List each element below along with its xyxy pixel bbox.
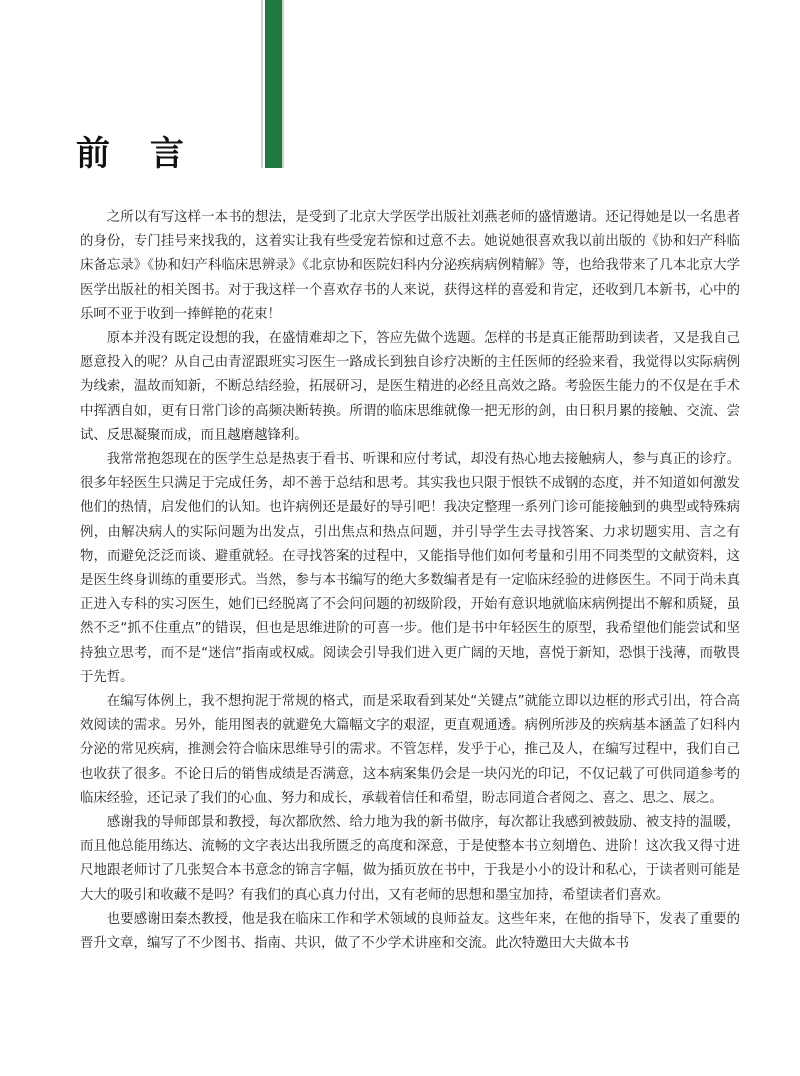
paragraph-5: 感谢我的导师郎景和教授，每次都欣然、给力地为我的新书做序，每次都让我感到被鼓励、被支持的温暖，而且他总能用练达、流畅的文字表达出我所匮乏的高度和深意，于是使整本书立刻增色、进阶！这次我又得寸进尺地跟老师讨了几张契合本书意念的锦言字幅，做为插页放在书中，于我是小小的设计和私心，于读者则可能是大大的吸引和收藏不是吗？有我们的真心真力付出，又有老师的思想和墨宝加持，希望读者们喜欢。 — [80, 815, 740, 903]
page-heading: 前 言 — [76, 134, 198, 174]
paragraph-3: 我常常抱怨现在的医学生总是热衷于看书、听课和应付考试，却没有热心地去接触病人，参与真正的诊疗。很多年轻医生只满足于完成任务，却不善于总结和思考。其实我也只限于恨铁不成钢的态度，并不知道如何激发他们的热情，启发他们的认知。也许病例还是最好的导引吧！我决定整理一系列门诊可能接触到的典型或特殊病例，由解决病人的实际问题为出发点，引出焦点和热点问题，并引导学生去寻找答案、力求切题实用、言之有物，而避免泛泛而谈、避重就轻。在寻找答案的过程中，又能指导他们如何考量和引用不同类型的文献资料，这是医生终身训练的重要形式。当然，参与本书编写的绝大多数编者是有一定临床经验的进修医生。不同于尚未真正进入专科的实习医生，她们已经脱离了不会问问题的初级阶段，开始有意识地就临床病例提出不解和质疑，虽然不乏“抓不住重点”的错误，但也是思维进阶的可喜一步。他们是书中年轻医生的原型，我希望他们能尝试和坚持独立思考，而不是“迷信”指南或权威。阅读会引导我们进入更广阔的天地，喜悦于新知，恐惧于浅薄，而敬畏于先哲。 — [80, 452, 740, 685]
paragraph-6: 也要感谢田秦杰教授，他是我在临床工作和学术领域的良师益友。这些年来，在他的指导下，发表了重要的晋升文章，编写了不少图书、指南、共识，做了不少学术讲座和交流。此次特邀田大夫做本书 — [80, 911, 740, 952]
decorative-green-bar — [263, 0, 282, 168]
preface-body — [80, 206, 740, 956]
paragraph-4: 在编写体例上，我不想拘泥于常规的格式，而是采取看到某处“关键点”就能立即以边框的形式引出，符合高效阅读的需求。另外，能用图表的就避免大篇幅文字的艰涩，更直观通透。病例所涉及的疾病基本涵盖了妇科内分泌的常见疾病，推测会符合临床思维导引的需求。不管怎样，发乎于心，推己及人，在编写过程中，我们自己也收获了很多。不论日后的销售成绩是否满意，这本病案集仍会是一块闪光的印记，不仅记载了可供同道参考的临床经验，还记录了我们的心血、努力和成长，承载着信任和希望，盼志同道合者阅之、喜之、思之、展之。 — [80, 694, 740, 806]
paragraph-1: 之所以有写这样一本书的想法，是受到了北京大学医学出版社刘燕老师的盛情邀请。还记得她是以一名患者的身份，专门挂号来找我的，这着实让我有些受宠若惊和过意不去。她说她很喜欢我以前出版的《协和妇产科临床备忘录》《协和妇产科临床思辨录》《北京协和医院妇科内分泌疾病病例精解》等，也给我带来了几本北京大学医学出版社的相关图书。对于我这样一个喜欢存书的人来说，获得这样的喜爱和肯定，还收到几本新书，心中的乐呵不亚于收到一捧鲜艳的花束！ — [80, 210, 740, 322]
paragraph-2: 原本并没有既定设想的我，在盛情难却之下，答应先做个选题。怎样的书是真正能帮助到读者，又是我自己愿意投入的呢？从自己由青涩跟班实习医生一路成长到独自诊疗决断的主任医师的经验来看，我觉得以实际病例为线索，温故而知新，不断总结经验，拓展研习，是医生精进的必经且高效之路。考验医生能力的不仅是在手术中挥洒自如，更有日常门诊的高频决断转换。所谓的临床思维就像一把无形的剑，由日积月累的接触、交流、尝试、反思凝聚而成，而且越磨越锋利。 — [80, 331, 740, 443]
